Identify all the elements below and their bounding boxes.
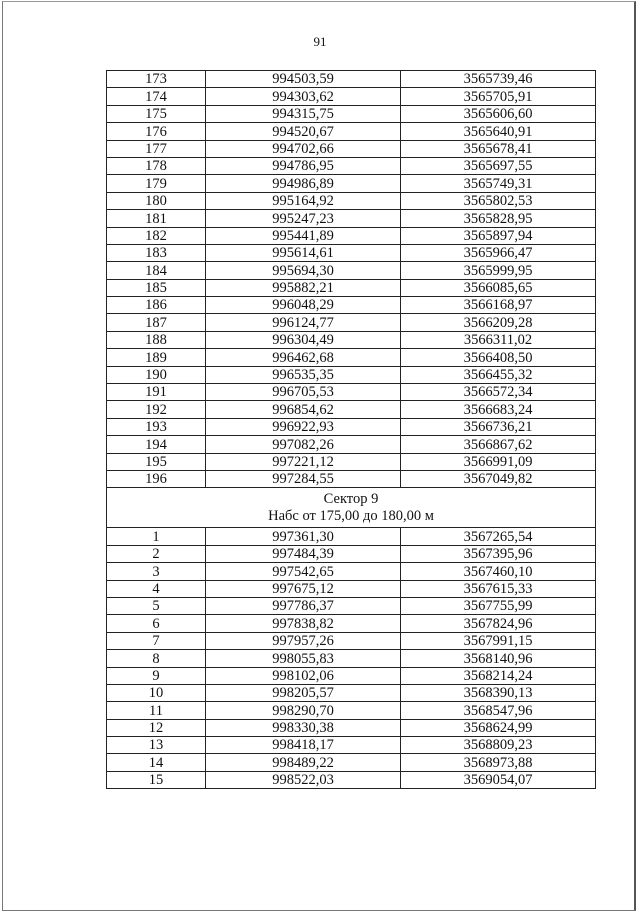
- y-coordinate-cell: 3567755,99: [401, 597, 596, 614]
- point-number-cell: 175: [107, 105, 206, 122]
- table-row: [107, 580, 596, 597]
- x-coordinate-cell: 997786,37: [206, 597, 401, 614]
- x-coordinate-cell: 998102,06: [206, 667, 401, 684]
- x-coordinate-cell: 995164,92: [206, 192, 401, 209]
- point-number-cell: 192: [107, 401, 206, 418]
- table-row: [107, 157, 596, 174]
- point-number-cell: 10: [107, 684, 206, 701]
- table-row: [107, 297, 596, 314]
- point-number-cell: 178: [107, 157, 206, 174]
- point-number-cell: 1: [107, 528, 206, 545]
- point-number-cell: 187: [107, 314, 206, 331]
- y-coordinate-cell: 3565749,31: [401, 175, 596, 192]
- point-number-cell: 193: [107, 418, 206, 435]
- x-coordinate-cell: 997542,65: [206, 563, 401, 580]
- table-row: [107, 262, 596, 279]
- y-coordinate-cell: 3565606,60: [401, 105, 596, 122]
- y-coordinate-cell: 3567265,54: [401, 528, 596, 545]
- coordinates-table-body: [107, 71, 596, 789]
- point-number-cell: 182: [107, 227, 206, 244]
- point-number-cell: 180: [107, 192, 206, 209]
- x-coordinate-cell: 995694,30: [206, 262, 401, 279]
- table-row: [107, 175, 596, 192]
- point-number-cell: 13: [107, 737, 206, 754]
- y-coordinate-cell: 3565897,94: [401, 227, 596, 244]
- point-number-cell: 185: [107, 279, 206, 296]
- y-coordinate-cell: 3567615,33: [401, 580, 596, 597]
- table-row: [107, 597, 596, 614]
- x-coordinate-cell: 996535,35: [206, 366, 401, 383]
- table-row: [107, 632, 596, 649]
- table-row: [107, 227, 596, 244]
- table-row: [107, 140, 596, 157]
- point-number-cell: 189: [107, 349, 206, 366]
- y-coordinate-cell: 3568140,96: [401, 650, 596, 667]
- y-coordinate-cell: 3569054,07: [401, 771, 596, 788]
- table-row: [107, 418, 596, 435]
- point-number-cell: 174: [107, 88, 206, 105]
- y-coordinate-cell: 3566572,34: [401, 384, 596, 401]
- table-row: [107, 563, 596, 580]
- y-coordinate-cell: 3567395,96: [401, 545, 596, 562]
- point-number-cell: 14: [107, 754, 206, 771]
- point-number-cell: 184: [107, 262, 206, 279]
- coordinates-table: [106, 70, 596, 789]
- y-coordinate-cell: 3566311,02: [401, 331, 596, 348]
- sector-title: Сектор 9: [323, 490, 379, 507]
- y-coordinate-cell: 3568547,96: [401, 702, 596, 719]
- table-row: [107, 528, 596, 545]
- point-number-cell: 196: [107, 470, 206, 487]
- table-row: [107, 453, 596, 470]
- table-row: [107, 702, 596, 719]
- x-coordinate-cell: 994520,67: [206, 123, 401, 140]
- x-coordinate-cell: 997838,82: [206, 615, 401, 632]
- y-coordinate-cell: 3565678,41: [401, 140, 596, 157]
- y-coordinate-cell: 3565697,55: [401, 157, 596, 174]
- y-coordinate-cell: 3566683,24: [401, 401, 596, 418]
- x-coordinate-cell: 998418,17: [206, 737, 401, 754]
- x-coordinate-cell: 998489,22: [206, 754, 401, 771]
- x-coordinate-cell: 996462,68: [206, 349, 401, 366]
- y-coordinate-cell: 3567824,96: [401, 615, 596, 632]
- table-row: [107, 71, 596, 88]
- table-row: [107, 384, 596, 401]
- point-number-cell: 195: [107, 453, 206, 470]
- sector-subtitle: Набс от 175,00 до 180,00 м: [268, 507, 434, 524]
- table-row: [107, 331, 596, 348]
- table-row: [107, 210, 596, 227]
- x-coordinate-cell: 998205,57: [206, 684, 401, 701]
- y-coordinate-cell: 3566168,97: [401, 297, 596, 314]
- x-coordinate-cell: 996922,93: [206, 418, 401, 435]
- table-row: [107, 88, 596, 105]
- point-number-cell: 11: [107, 702, 206, 719]
- x-coordinate-cell: 997957,26: [206, 632, 401, 649]
- table-row: [107, 105, 596, 122]
- y-coordinate-cell: 3568624,99: [401, 719, 596, 736]
- table-row: [107, 470, 596, 487]
- y-coordinate-cell: 3567460,10: [401, 563, 596, 580]
- table-row: [107, 366, 596, 383]
- y-coordinate-cell: 3567049,82: [401, 470, 596, 487]
- y-coordinate-cell: 3566209,28: [401, 314, 596, 331]
- x-coordinate-cell: 997484,39: [206, 545, 401, 562]
- table-row: [107, 650, 596, 667]
- table-row: [107, 545, 596, 562]
- table-row: [107, 719, 596, 736]
- point-number-cell: 7: [107, 632, 206, 649]
- point-number-cell: 191: [107, 384, 206, 401]
- x-coordinate-cell: 996304,49: [206, 331, 401, 348]
- x-coordinate-cell: 997361,30: [206, 528, 401, 545]
- y-coordinate-cell: 3568973,88: [401, 754, 596, 771]
- table-row: [107, 667, 596, 684]
- table-row: [107, 401, 596, 418]
- x-coordinate-cell: 994503,59: [206, 71, 401, 88]
- y-coordinate-cell: 3565999,95: [401, 262, 596, 279]
- x-coordinate-cell: 998290,70: [206, 702, 401, 719]
- x-coordinate-cell: 994786,95: [206, 157, 401, 174]
- point-number-cell: 186: [107, 297, 206, 314]
- table-row: [107, 737, 596, 754]
- y-coordinate-cell: 3565739,46: [401, 71, 596, 88]
- table-row: [107, 615, 596, 632]
- y-coordinate-cell: 3565640,91: [401, 123, 596, 140]
- table-row: [107, 754, 596, 771]
- table-row: [107, 244, 596, 261]
- point-number-cell: 177: [107, 140, 206, 157]
- y-coordinate-cell: 3565828,95: [401, 210, 596, 227]
- y-coordinate-cell: 3566085,65: [401, 279, 596, 296]
- table-row: [107, 279, 596, 296]
- x-coordinate-cell: 997082,26: [206, 436, 401, 453]
- y-coordinate-cell: 3567991,15: [401, 632, 596, 649]
- x-coordinate-cell: 998330,38: [206, 719, 401, 736]
- x-coordinate-cell: 996705,53: [206, 384, 401, 401]
- point-number-cell: 2: [107, 545, 206, 562]
- x-coordinate-cell: 996048,29: [206, 297, 401, 314]
- table-row: [107, 349, 596, 366]
- point-number-cell: 6: [107, 615, 206, 632]
- point-number-cell: 179: [107, 175, 206, 192]
- sector-header-row: [107, 488, 596, 528]
- point-number-cell: 12: [107, 719, 206, 736]
- table-row: [107, 771, 596, 788]
- point-number-cell: 194: [107, 436, 206, 453]
- y-coordinate-cell: 3565802,53: [401, 192, 596, 209]
- y-coordinate-cell: 3565705,91: [401, 88, 596, 105]
- y-coordinate-cell: 3566455,32: [401, 366, 596, 383]
- point-number-cell: 183: [107, 244, 206, 261]
- point-number-cell: 5: [107, 597, 206, 614]
- x-coordinate-cell: 996124,77: [206, 314, 401, 331]
- table-row: [107, 123, 596, 140]
- x-coordinate-cell: 994303,62: [206, 88, 401, 105]
- x-coordinate-cell: 997221,12: [206, 453, 401, 470]
- table-row: [107, 436, 596, 453]
- y-coordinate-cell: 3568809,23: [401, 737, 596, 754]
- table-row: [107, 314, 596, 331]
- y-coordinate-cell: 3566408,50: [401, 349, 596, 366]
- y-coordinate-cell: 3568390,13: [401, 684, 596, 701]
- x-coordinate-cell: 996854,62: [206, 401, 401, 418]
- x-coordinate-cell: 994315,75: [206, 105, 401, 122]
- point-number-cell: 4: [107, 580, 206, 597]
- sector-header-cell: [107, 488, 596, 528]
- point-number-cell: 8: [107, 650, 206, 667]
- x-coordinate-cell: 994986,89: [206, 175, 401, 192]
- point-number-cell: 9: [107, 667, 206, 684]
- x-coordinate-cell: 997675,12: [206, 580, 401, 597]
- point-number-cell: 190: [107, 366, 206, 383]
- point-number-cell: 181: [107, 210, 206, 227]
- table-row: [107, 192, 596, 209]
- point-number-cell: 15: [107, 771, 206, 788]
- y-coordinate-cell: 3565966,47: [401, 244, 596, 261]
- y-coordinate-cell: 3566991,09: [401, 453, 596, 470]
- page-number: 91: [313, 34, 327, 49]
- table-row: [107, 684, 596, 701]
- point-number-cell: 3: [107, 563, 206, 580]
- x-coordinate-cell: 995441,89: [206, 227, 401, 244]
- y-coordinate-cell: 3566867,62: [401, 436, 596, 453]
- point-number-cell: 188: [107, 331, 206, 348]
- x-coordinate-cell: 994702,66: [206, 140, 401, 157]
- x-coordinate-cell: 995882,21: [206, 279, 401, 296]
- point-number-cell: 176: [107, 123, 206, 140]
- point-number-cell: 173: [107, 71, 206, 88]
- x-coordinate-cell: 998055,83: [206, 650, 401, 667]
- x-coordinate-cell: 997284,55: [206, 470, 401, 487]
- y-coordinate-cell: 3568214,24: [401, 667, 596, 684]
- x-coordinate-cell: 995247,23: [206, 210, 401, 227]
- y-coordinate-cell: 3566736,21: [401, 418, 596, 435]
- x-coordinate-cell: 998522,03: [206, 771, 401, 788]
- x-coordinate-cell: 995614,61: [206, 244, 401, 261]
